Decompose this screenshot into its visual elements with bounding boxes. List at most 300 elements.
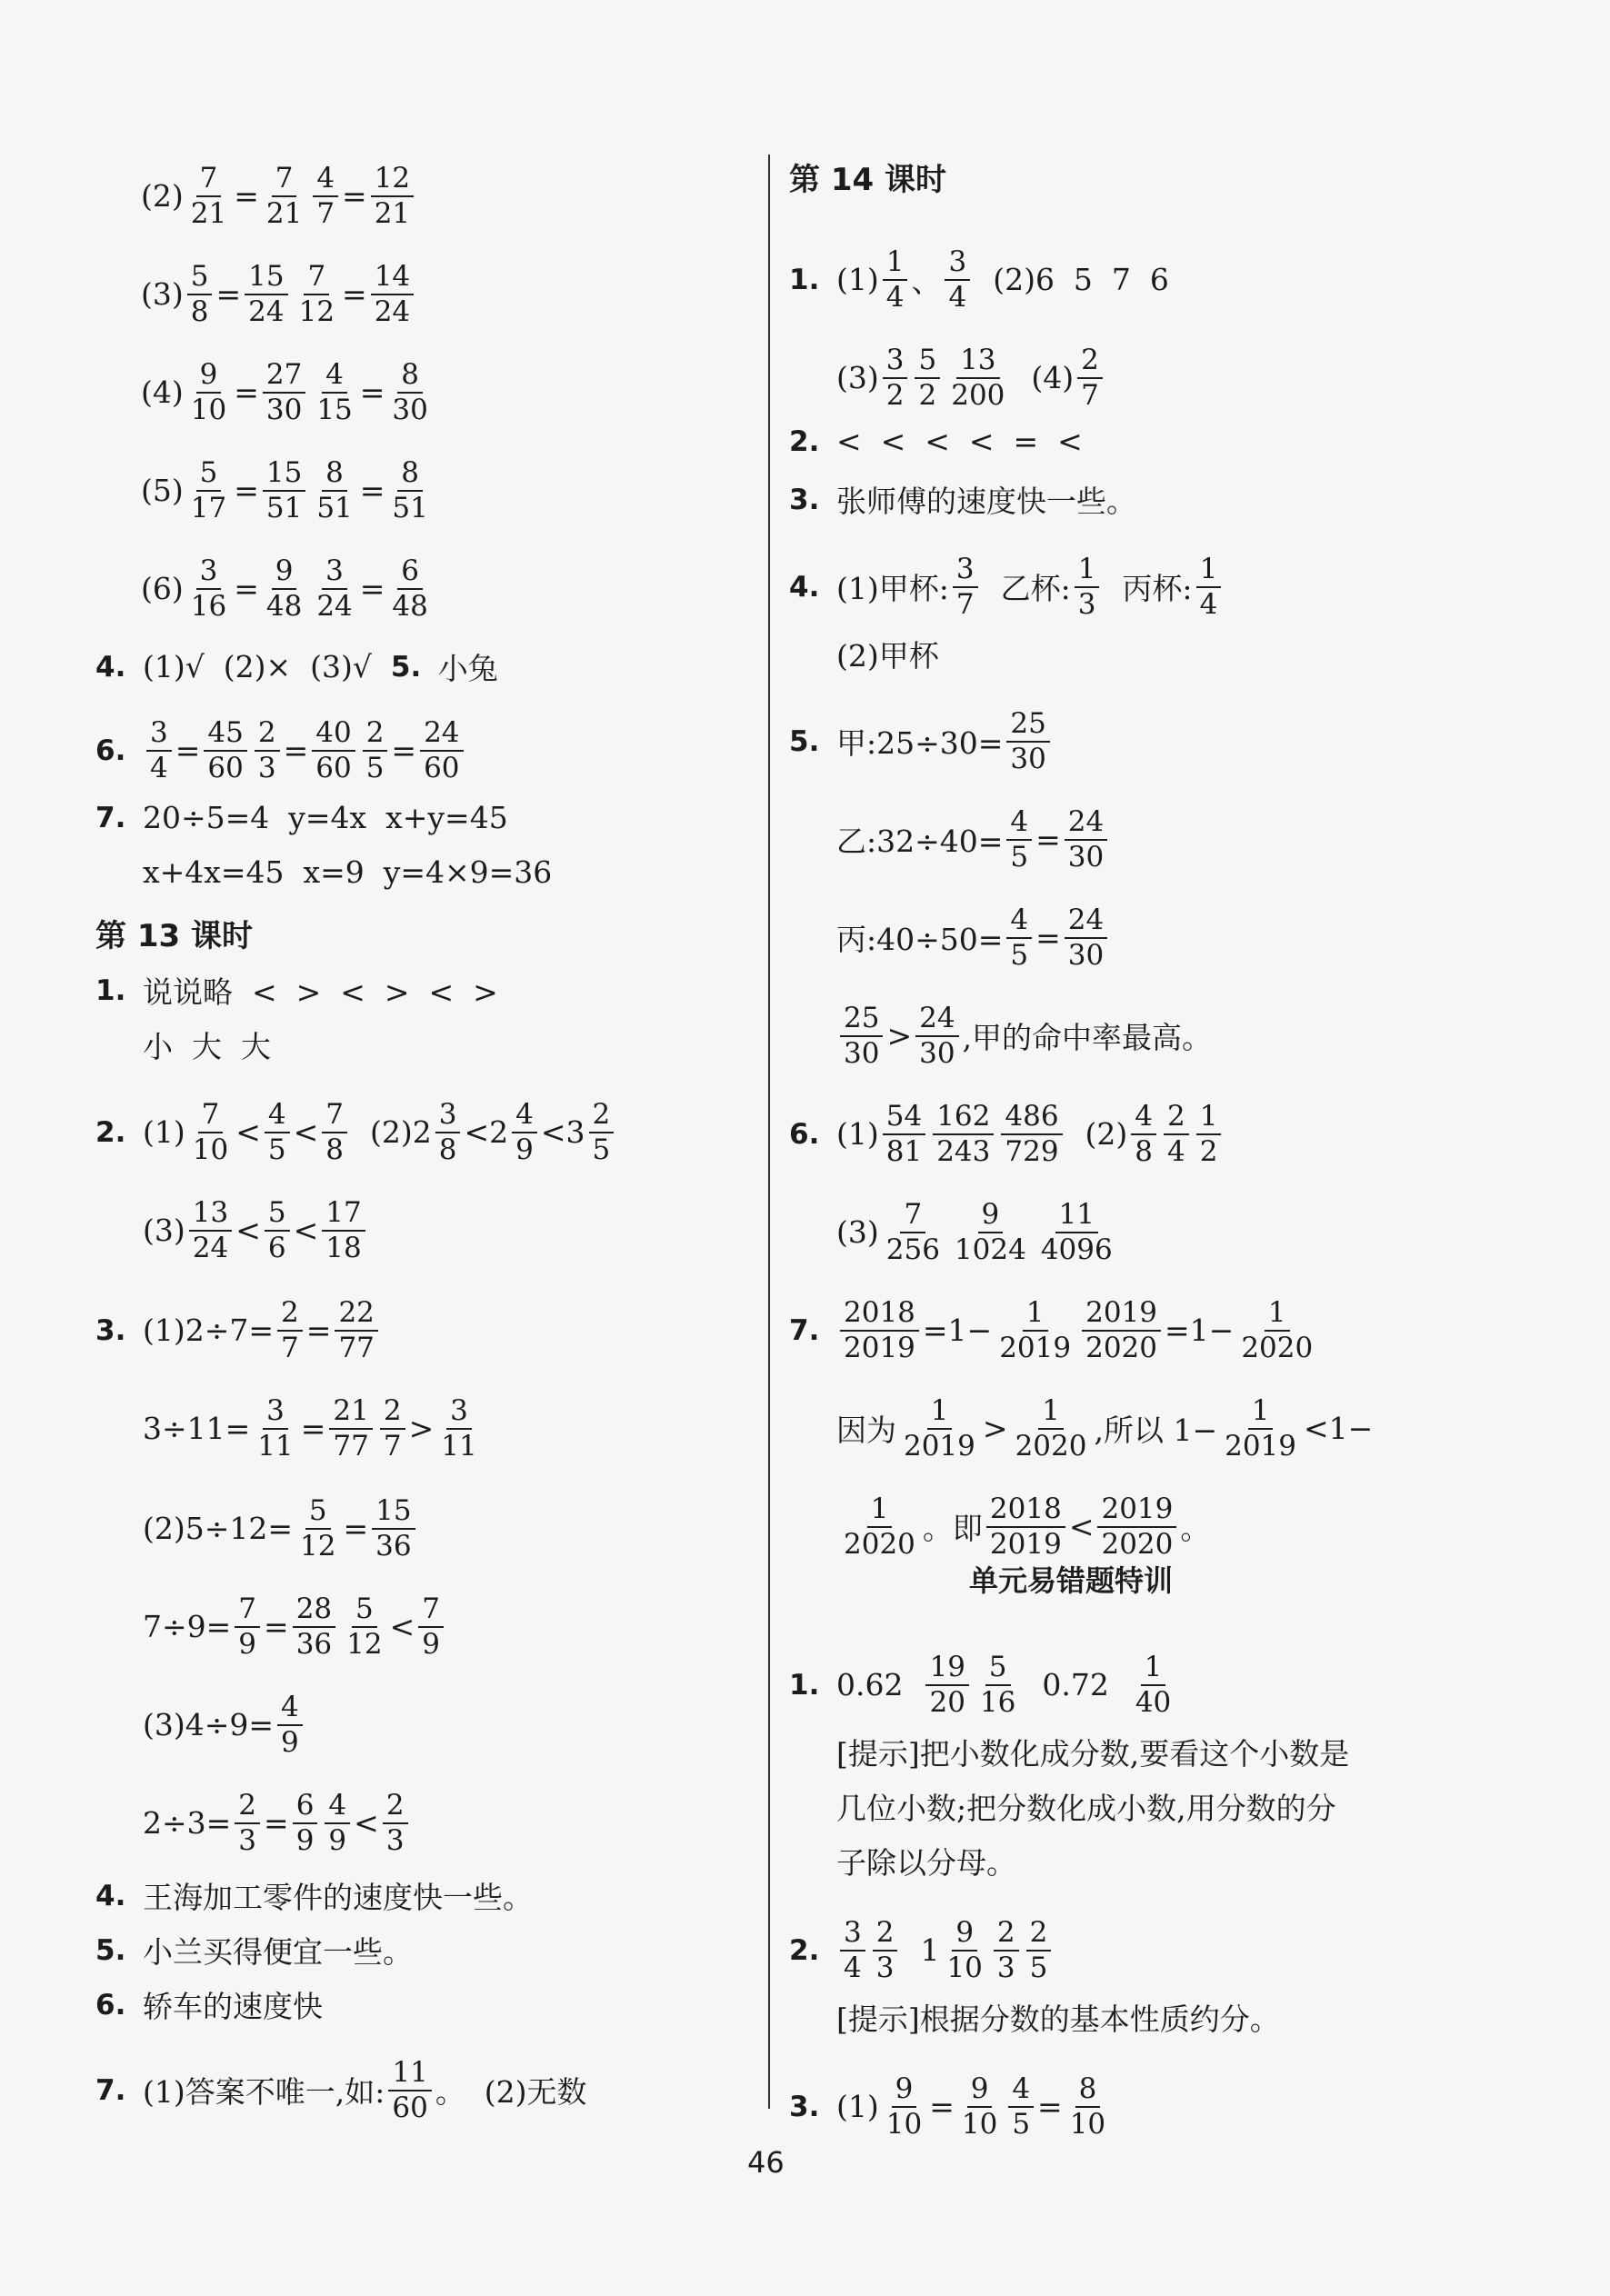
- answer-line: [95, 1692, 306, 1757]
- answer-line: [789, 1494, 1210, 1559]
- answer-text: 2÷3=: [143, 1805, 232, 1842]
- answer-line: [789, 1396, 1373, 1461]
- denominator: 11: [441, 1429, 477, 1462]
- fraction: [204, 718, 246, 783]
- answer-line: [789, 1200, 1120, 1264]
- answer-text: (1)2÷7=: [143, 1313, 275, 1349]
- denominator: 30: [392, 393, 428, 426]
- answer-text: 几位小数;把分数化成小数,用分数的分: [836, 1791, 1336, 1826]
- fraction: [995, 1298, 1075, 1363]
- answer-text: 说说略 < > < > < >: [143, 974, 498, 1010]
- numerator: 3: [840, 1918, 865, 1952]
- answer-text: =: [264, 1805, 289, 1842]
- answer-text: =: [359, 374, 385, 411]
- answer-text: =: [342, 276, 367, 313]
- answer-line: [95, 1298, 382, 1363]
- denominator: 5: [1010, 840, 1029, 873]
- question-number: 1.: [95, 973, 126, 1007]
- fraction: [277, 1692, 303, 1757]
- fraction: [953, 554, 978, 619]
- denominator: 15: [316, 393, 353, 426]
- denominator: 5: [1010, 938, 1029, 972]
- numerator: 15: [372, 1496, 415, 1530]
- answer-text: < < < < = <: [836, 424, 1083, 459]
- question-number: 7.: [95, 2073, 126, 2107]
- answer-line: [789, 1785, 1336, 1828]
- answer-text: (3): [141, 276, 184, 313]
- answer-line: [95, 969, 498, 1012]
- answer-line: [95, 164, 417, 228]
- answer-text: (2)6 5 7 6: [974, 262, 1169, 298]
- answer-text: =: [391, 733, 417, 769]
- denominator: 16: [190, 589, 227, 623]
- fraction: [883, 247, 908, 312]
- fraction: [1065, 807, 1107, 872]
- denominator: 9: [515, 1133, 534, 1166]
- fraction: [388, 458, 431, 523]
- fraction: [925, 1652, 968, 1717]
- numerator: 3: [435, 1100, 461, 1133]
- denominator: 11: [257, 1429, 294, 1462]
- numerator: 24: [420, 718, 463, 752]
- numerator: 3: [146, 718, 172, 752]
- fraction: [840, 1298, 919, 1363]
- fraction: [371, 164, 414, 228]
- fraction: [883, 1102, 925, 1166]
- section-heading: 第 14 课时: [789, 162, 946, 198]
- answer-text: <: [389, 1609, 415, 1645]
- numerator: 25: [1006, 709, 1049, 743]
- answer-line: [95, 645, 498, 688]
- fraction: [335, 1298, 377, 1363]
- answer-text: =1−: [1165, 1313, 1235, 1349]
- denominator: 5: [365, 751, 385, 784]
- answer-text: 1: [901, 1932, 940, 1969]
- answer-text: =: [234, 374, 259, 411]
- denominator: 2019: [844, 1331, 915, 1364]
- numerator: 8: [322, 458, 347, 492]
- numerator: 4: [313, 164, 338, 197]
- fraction: [189, 1100, 232, 1164]
- denominator: 30: [1010, 742, 1046, 775]
- answer-line: [95, 1929, 413, 1972]
- denominator: 4: [948, 280, 967, 314]
- denominator: 7: [316, 196, 335, 230]
- denominator: 4: [150, 751, 168, 784]
- fraction: [994, 1918, 1019, 1982]
- denominator: 2020: [1241, 1331, 1314, 1364]
- fraction: [933, 1102, 994, 1166]
- fraction: [187, 360, 230, 424]
- numerator: 4: [1008, 2074, 1034, 2108]
- page-number: 46: [747, 2145, 785, 2180]
- fraction: [1012, 1396, 1091, 1461]
- numerator: 1: [1265, 1298, 1290, 1332]
- answer-text: 乙杯:: [981, 571, 1071, 607]
- numerator: 2: [873, 1918, 898, 1952]
- question-number: 3.: [95, 1313, 126, 1347]
- denominator: 60: [392, 2091, 428, 2124]
- answer-text: [提示]根据分数的基本性质约分。: [836, 2002, 1280, 2037]
- denominator: 3: [996, 1951, 1015, 1984]
- answer-text: 丙杯:: [1103, 571, 1193, 607]
- fraction: [840, 1003, 883, 1068]
- fraction: [418, 1594, 444, 1659]
- fraction: [322, 1198, 365, 1263]
- denominator: 2020: [1085, 1331, 1158, 1364]
- answer-text: <: [354, 1805, 379, 1842]
- denominator: 4: [844, 1951, 862, 1984]
- answer-line: [789, 1102, 1225, 1166]
- answer-text: (2)5÷12=: [143, 1511, 294, 1547]
- denominator: 4: [1199, 587, 1218, 621]
- denominator: 60: [424, 751, 460, 784]
- denominator: 5: [1012, 2107, 1031, 2141]
- answer-text: (3)4÷9=: [143, 1707, 275, 1743]
- question-number: 2.: [789, 1933, 820, 1967]
- numerator: 21: [329, 1396, 372, 1430]
- answer-text: (1): [836, 262, 879, 298]
- answer-text: =: [1035, 920, 1061, 956]
- fraction: [1077, 345, 1103, 410]
- answer-text: =: [175, 733, 201, 769]
- fraction: [951, 1200, 1030, 1264]
- numerator: 4: [1006, 807, 1032, 841]
- numerator: 1: [1141, 1652, 1166, 1686]
- answer-line: [789, 633, 939, 675]
- answer-text: (1): [143, 1114, 185, 1151]
- numerator: 5: [196, 458, 222, 492]
- denominator: 9: [238, 1627, 257, 1661]
- denominator: 30: [844, 1036, 880, 1070]
- denominator: 200: [951, 378, 1005, 412]
- numerator: 12: [371, 164, 414, 197]
- fraction: [187, 556, 230, 621]
- numerator: 7: [272, 164, 297, 197]
- numerator: 3: [322, 556, 347, 590]
- answer-text: (1)答案不唯一,如:: [143, 2074, 385, 2111]
- numerator: 9: [952, 1918, 977, 1952]
- denominator: 10: [946, 1951, 983, 1984]
- answer-text: >: [408, 1411, 435, 1447]
- denominator: 24: [374, 294, 411, 328]
- answer-line: [95, 718, 467, 783]
- fraction: [1164, 1102, 1189, 1166]
- numerator: 24: [1065, 905, 1107, 939]
- answer-text: 小兰买得便宜一些。: [143, 1934, 413, 1970]
- answer-text: (1): [836, 1116, 879, 1153]
- numerator: 2018: [840, 1298, 919, 1332]
- answer-line: [789, 1003, 1212, 1068]
- answer-line: [789, 1731, 1349, 1773]
- left-column: [95, 0, 750, 2296]
- fraction: [883, 345, 908, 410]
- fraction: [1008, 2074, 1034, 2139]
- answer-line: [789, 1298, 1320, 1363]
- numerator: 4: [277, 1692, 303, 1726]
- fraction: [420, 718, 463, 783]
- numerator: 3: [945, 247, 970, 281]
- answer-text: =: [264, 1609, 289, 1645]
- fraction: [435, 1100, 461, 1164]
- question-number: 3.: [789, 2090, 820, 2123]
- denominator: 2019: [999, 1331, 1072, 1364]
- numerator: 2: [383, 1791, 408, 1824]
- numerator: 1: [1038, 1396, 1064, 1430]
- question-number: 4.: [789, 570, 820, 604]
- numerator: 19: [925, 1652, 968, 1686]
- answer-text: 因为: [836, 1413, 896, 1449]
- answer-line: [95, 1023, 271, 1066]
- denominator: 2020: [844, 1527, 915, 1561]
- answer-line: [95, 262, 417, 326]
- numerator: 9: [196, 360, 222, 394]
- denominator: 12: [346, 1627, 383, 1661]
- numerator: 162: [933, 1102, 994, 1135]
- fraction: [1075, 554, 1100, 619]
- fraction: [1196, 1102, 1222, 1166]
- answer-text: =1−: [922, 1313, 993, 1349]
- answer-line: [789, 1840, 1016, 1882]
- numerator: 27: [263, 360, 305, 394]
- denominator: 3: [1077, 587, 1096, 621]
- fraction: [380, 1396, 405, 1461]
- answer-line: [95, 1100, 617, 1164]
- answer-text: =: [343, 1511, 369, 1547]
- denominator: 24: [192, 1231, 229, 1264]
- numerator: 4: [1006, 905, 1032, 939]
- answer-text: ,甲的命中率最高。: [962, 1020, 1213, 1056]
- denominator: 6: [267, 1231, 286, 1264]
- answer-line: [95, 1198, 369, 1263]
- answer-text: 0.62: [836, 1667, 923, 1703]
- denominator: 7: [281, 1331, 299, 1364]
- denominator: 2020: [1015, 1429, 1087, 1462]
- numerator: 2: [255, 718, 280, 752]
- denominator: 8: [325, 1133, 344, 1166]
- answer-line: [789, 554, 1225, 619]
- question-number: 5.: [95, 1933, 126, 1967]
- answer-text: 。即: [922, 1511, 983, 1547]
- numerator: 1: [927, 1396, 953, 1430]
- answer-text: =: [305, 1313, 332, 1349]
- answer-text: 子除以分母。: [836, 1845, 1016, 1881]
- numerator: 24: [1065, 807, 1107, 841]
- answer-line: [789, 1652, 1178, 1717]
- denominator: 9: [295, 1823, 315, 1857]
- answer-line: [789, 905, 1111, 970]
- answer-text: <: [235, 1114, 261, 1151]
- numerator: 4: [265, 1100, 290, 1133]
- answer-text: 乙:32÷40=: [836, 824, 1004, 860]
- fraction: [313, 360, 355, 424]
- answer-line: [95, 1496, 419, 1561]
- numerator: 45: [204, 718, 246, 752]
- numerator: 24: [915, 1003, 958, 1037]
- denominator: 2020: [1101, 1527, 1174, 1561]
- answer-text: <: [293, 1213, 319, 1249]
- answer-text: 20÷5=4 y=4x x+y=45: [143, 800, 508, 835]
- answer-line: [95, 1396, 485, 1461]
- numerator: 2: [363, 718, 388, 752]
- denominator: 5: [267, 1133, 286, 1166]
- fraction: [293, 1594, 335, 1659]
- question-number: 5.: [789, 724, 820, 758]
- fraction: [945, 247, 970, 312]
- denominator: 40: [1135, 1685, 1172, 1719]
- fraction: [371, 262, 414, 326]
- fraction: [1006, 709, 1049, 774]
- denominator: 7: [955, 587, 975, 621]
- answer-text: =: [300, 1411, 326, 1447]
- answer-line: [789, 2074, 1113, 2139]
- numerator: 3: [446, 1396, 472, 1430]
- answer-text: =: [359, 473, 385, 509]
- denominator: 1024: [954, 1233, 1026, 1266]
- fraction: [915, 345, 940, 410]
- answer-text: 0.72: [1023, 1667, 1128, 1703]
- numerator: 17: [322, 1198, 365, 1232]
- numerator: 5: [187, 262, 213, 295]
- numerator: 14: [371, 262, 414, 295]
- answer-text: <1−: [1304, 1411, 1374, 1447]
- numerator: 2: [1026, 1918, 1052, 1952]
- numerator: 13: [956, 345, 999, 379]
- answer-text: ,所以 1−: [1094, 1413, 1218, 1449]
- fraction: [187, 164, 230, 228]
- denominator: 7: [1081, 378, 1099, 412]
- denominator: 4: [885, 280, 905, 314]
- section-heading: 第 13 课时: [95, 918, 253, 954]
- answer-text: 甲:25÷30=: [836, 725, 1004, 762]
- answer-text: >: [886, 1018, 913, 1054]
- fraction: [313, 556, 355, 621]
- denominator: 4: [1167, 1134, 1185, 1168]
- fraction: [958, 2074, 1001, 2139]
- numerator: 2: [1077, 345, 1103, 379]
- fraction: [1037, 1200, 1116, 1264]
- fraction: [437, 1396, 480, 1461]
- numerator: 5: [265, 1198, 290, 1232]
- answer-text: 7÷9=: [143, 1609, 232, 1645]
- answer-line: [789, 478, 1136, 521]
- fraction: [1001, 1102, 1062, 1166]
- numerator: 1: [1075, 554, 1100, 588]
- numerator: 4: [322, 360, 347, 394]
- fraction: [840, 1918, 865, 1982]
- fraction: [325, 1791, 350, 1855]
- denominator: 8: [1135, 1134, 1154, 1168]
- fraction: [1237, 1298, 1316, 1363]
- denominator: 12: [298, 294, 335, 328]
- numerator: 7: [304, 262, 329, 295]
- numerator: 8: [1075, 2074, 1101, 2108]
- fraction: [1097, 1494, 1176, 1559]
- fraction: [322, 1100, 347, 1164]
- numerator: 11: [1055, 1200, 1098, 1233]
- denominator: 729: [1005, 1134, 1059, 1168]
- numerator: 4: [1131, 1102, 1156, 1135]
- fraction: [235, 1594, 260, 1659]
- denominator: 3: [257, 751, 276, 784]
- numerator: 8: [397, 360, 423, 394]
- denominator: 24: [248, 294, 285, 328]
- numerator: 54: [883, 1102, 925, 1135]
- answer-text: 轿车的速度快: [143, 1989, 323, 2024]
- denominator: 51: [265, 491, 303, 524]
- answer-line: [789, 345, 1106, 410]
- fraction: [873, 1918, 898, 1982]
- numerator: 8: [397, 458, 423, 492]
- denominator: 3: [238, 1823, 257, 1857]
- answer-line: [95, 556, 435, 621]
- fraction: [383, 1791, 408, 1855]
- numerator: 7: [418, 1594, 444, 1628]
- answer-text: x+4x=45 x=9 y=4×9=36: [143, 854, 553, 890]
- answer-text: >: [982, 1411, 1008, 1447]
- fraction: [840, 1494, 919, 1559]
- numerator: 2: [994, 1918, 1019, 1952]
- denominator: 256: [885, 1233, 940, 1266]
- question-number: 7.: [95, 801, 126, 834]
- fraction: [1026, 1918, 1052, 1982]
- question-number: 4.: [95, 1879, 126, 1912]
- fraction: [976, 1652, 1019, 1717]
- question-number: 4.: [95, 650, 126, 684]
- numerator: 5: [352, 1594, 377, 1628]
- denominator: 2019: [1225, 1429, 1297, 1462]
- denominator: 77: [338, 1331, 375, 1364]
- answer-line: [95, 1874, 533, 1917]
- numerator: 7: [900, 1200, 925, 1233]
- fraction: [388, 2058, 431, 2122]
- question-number: 3.: [789, 483, 820, 516]
- numerator: 2: [235, 1791, 260, 1824]
- denominator: 21: [374, 196, 411, 230]
- numerator: 2: [380, 1396, 405, 1430]
- answer-text: (3): [836, 360, 879, 396]
- numerator: 9: [978, 1200, 1004, 1233]
- fraction: [388, 360, 431, 424]
- answer-line: [789, 1996, 1280, 2039]
- fraction: [363, 718, 388, 783]
- answer-text: 。 (2)无数: [435, 2074, 587, 2111]
- numerator: 3: [196, 556, 222, 590]
- numerator: 4: [325, 1791, 350, 1824]
- answer-line: [95, 854, 552, 890]
- answer-text: (2)甲杯: [836, 638, 939, 674]
- denominator: 5: [592, 1133, 611, 1166]
- fraction: [372, 1496, 415, 1561]
- fraction: [915, 1003, 958, 1068]
- numerator: 1: [867, 1494, 893, 1528]
- fraction: [189, 1198, 232, 1263]
- denominator: 30: [1067, 938, 1105, 972]
- numerator: 5: [985, 1652, 1011, 1686]
- numerator: 11: [388, 2058, 431, 2091]
- answer-text: (2)2: [350, 1114, 432, 1151]
- question-number: 2.: [789, 424, 820, 458]
- answer-text: 小 大 大: [143, 1029, 271, 1064]
- answer-text: 。: [1180, 1511, 1211, 1547]
- numerator: 9: [892, 2074, 917, 2108]
- fraction: [1065, 905, 1107, 970]
- answer-line: [789, 424, 1083, 459]
- denominator: 30: [265, 393, 303, 426]
- numerator: 2019: [1082, 1298, 1161, 1332]
- answer-line: [95, 2058, 587, 2122]
- answer-text: (2): [141, 178, 184, 215]
